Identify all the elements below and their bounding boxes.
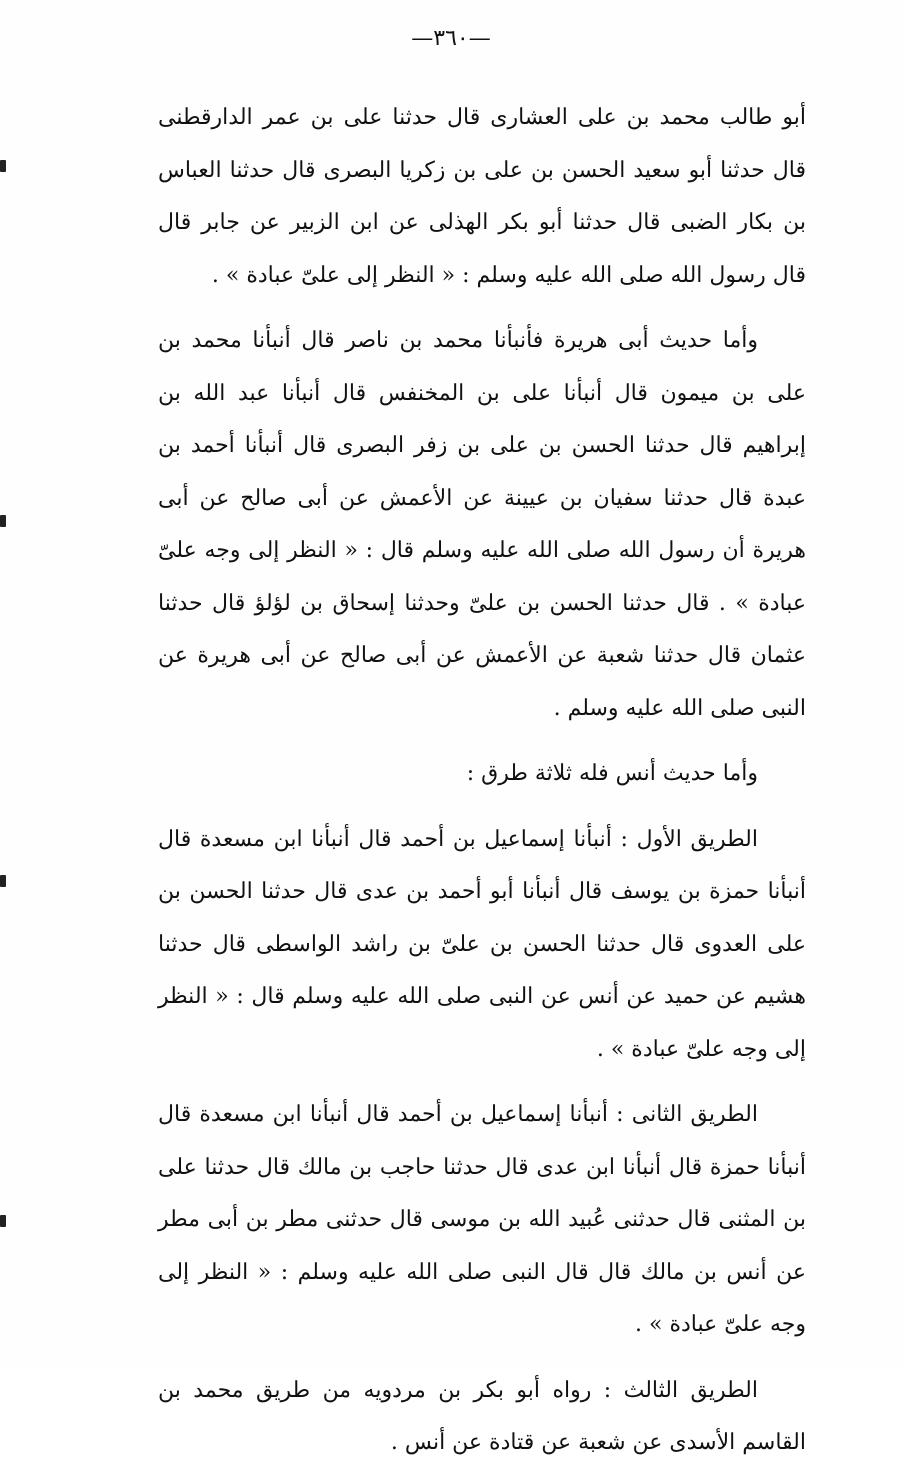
margin-mark bbox=[0, 1215, 6, 1227]
margin-mark bbox=[0, 160, 6, 172]
paragraph-anas-intro: وأما حديث أنس فله ثلاثة طرق : bbox=[466, 761, 758, 786]
paragraph-jabir-hadith: أبو طالب محمد بن على العشارى قال حدثنا على بن عمر الدارقطنى قال حدثنا أبو سعيد الحسن بن على بن زكريا البصرى قال حدثنا العباس بن بكار الضبى قال حدثنا أبو بكر الهذلى عن ابن الزبير عن جابر قال قال رسول الله صلى الله عليه وسلم : « النظر إلى علىّ عبادة » . bbox=[158, 105, 806, 288]
page-number: —٣٦٠— bbox=[411, 26, 491, 51]
paragraph-second-chain: الطريق الثانى : أنبأنا إسماعيل بن أحمد قال أنبأنا ابن مسعدة قال أنبأنا حمزة قال أنبأنا ابن عدى قال حدثنا حاجب بن مالك قال حدثنا على بن المثنى قال حدثنى عُبيد الله بن موسى قال حدثنى مطر بن أبى مطر عن أنس بن مالك قال قال النبى صلى الله عليه وسلم : « النظر إلى وجه علىّ عبادة » . bbox=[158, 1102, 806, 1337]
paragraph-third-chain: الطريق الثالث : رواه أبو بكر بن مردويه من طريق محمد بن القاسم الأسدى عن شعبة عن قتادة عن أنس . bbox=[158, 1377, 806, 1455]
margin-mark bbox=[0, 875, 6, 887]
margin-mark bbox=[0, 515, 6, 527]
paragraph-first-chain: الطريق الأول : أنبأنا إسماعيل بن أحمد قال أنبأنا ابن مسعدة قال أنبأنا حمزة بن يوسف قال أنبأنا أبو أحمد بن عدى قال حدثنا الحسن بن على العدوى قال حدثنا الحسن بن علىّ بن راشد الواسطى قال حدثنا هشيم عن حميد عن أنس عن النبى صلى الله عليه وسلم قال : « النظر إلى وجه علىّ عبادة » . bbox=[158, 826, 806, 1062]
paragraph-abu-hurayra-hadith: وأما حديث أبى هريرة فأنبأنا محمد بن ناصر قال أنبأنا محمد بن على بن ميمون قال أنبأنا على بن المخنفس قال أنبأنا عبد الله بن إبراهيم قال حدثنا الحسن بن على بن زفر البصرى قال أنبأنا أحمد بن عبدة قال حدثنا سفيان بن عيينة عن الأعمش عن أبى صالح عن أبى هريرة أن رسول الله صلى الله عليه وسلم قال : « النظر إلى وجه علىّ عبادة » . قال حدثنا الحسن بن علىّ وحدثنا إسحاق بن لؤلؤ قال حدثنا عثمان قال حدثنا شعبة عن الأعمش عن أبى صالح عن أبى هريرة عن النبى صلى الله عليه وسلم . bbox=[158, 328, 806, 721]
body-text bbox=[158, 92, 806, 1470]
